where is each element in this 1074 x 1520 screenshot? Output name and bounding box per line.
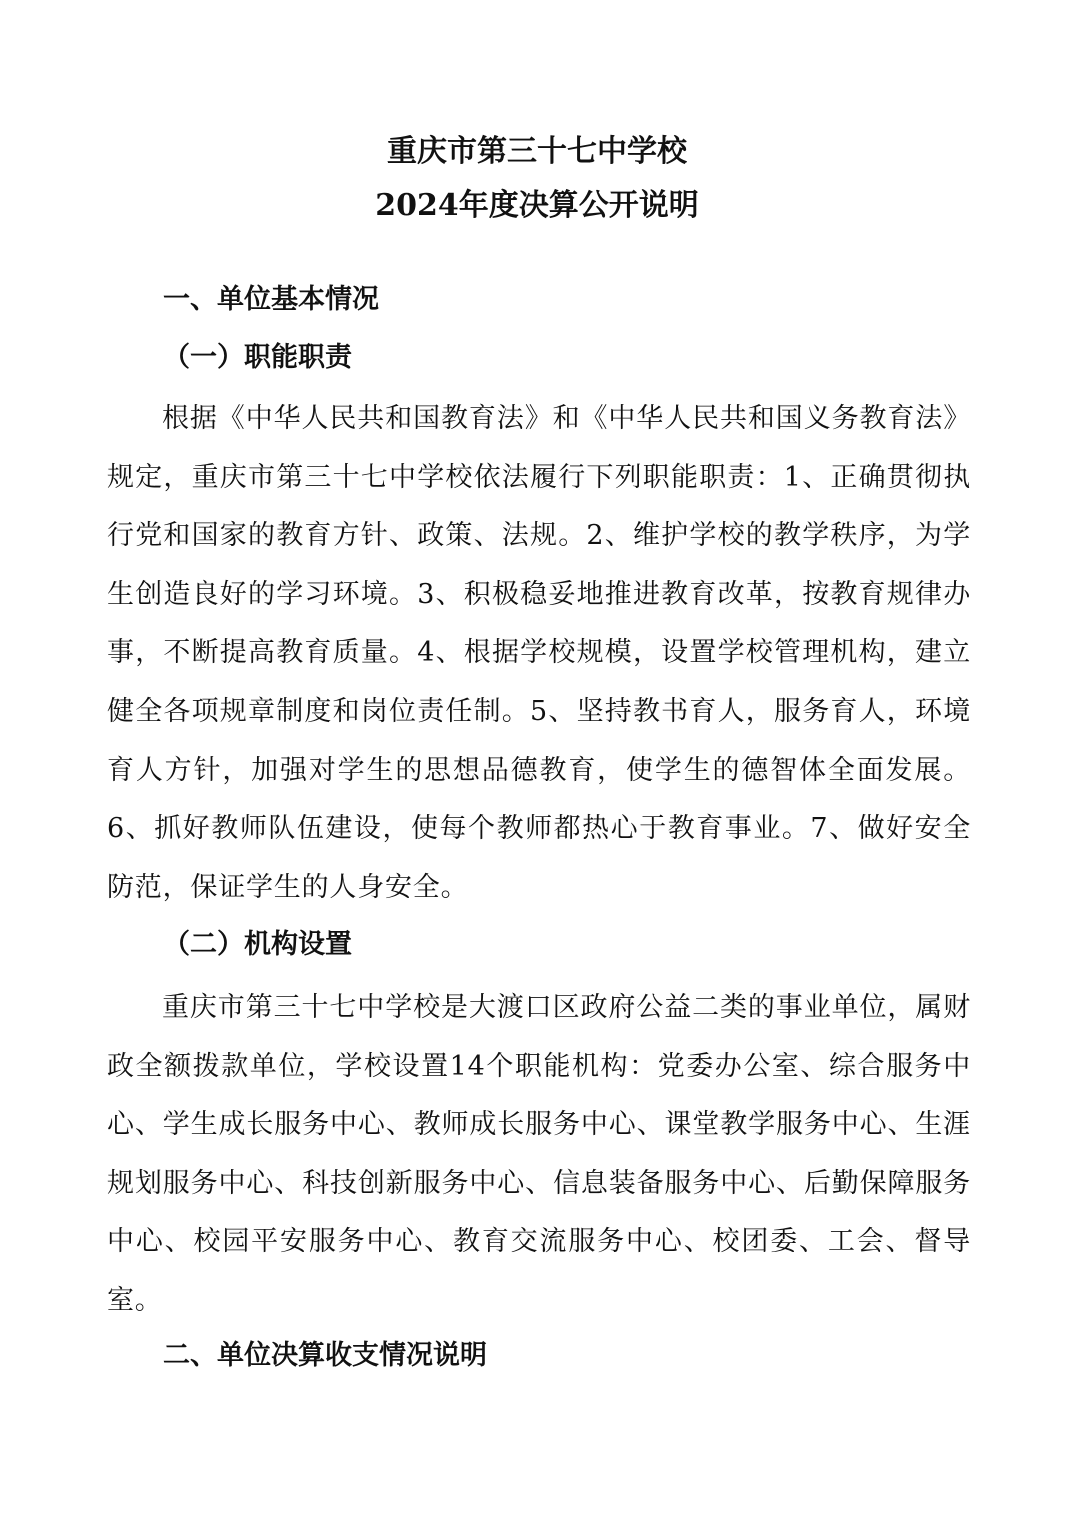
document-title-line2: 2024年度决算公开说明 [375,188,699,223]
subsection1-body: 根据《中华人民共和国教育法》和《中华人民共和国义务教育法》规定，重庆市第三十七中学校依法履行下列职能职责：1、正确贯彻执行党和国家的教育方针、政策、法规。2、维护学校的教学秩序，为学生创造良好的学习环境。3、积极稳妥地推进教育改革，按教育规律办事，不断提高教育质量。4、根据学校规模，设置学校管理机构，建立健全各项规章制度和岗位责任制。5、坚持教书育人，服务育人，环境育人方针，加强对学生的思想品德教育，使学生的德智体全面发展。6、抓好教师队伍建设，使每个教师都热心于教育事业。7、做好安全防范，保证学生的人身安全。 [107,403,971,903]
section2-heading: 二、单位决算收支情况说明 [163,1340,487,1371]
subsection1-heading: （一）职能职责 [163,342,352,373]
subsection2-body: 重庆市第三十七中学校是大渡口区政府公益二类的事业单位，属财政全额拨款单位，学校设置14个职能机构：党委办公室、综合服务中心、学生成长服务中心、教师成长服务中心、课堂教学服务中心、生涯规划服务中心、科技创新服务中心、信息装备服务中心、后勤保障服务中心、校园平安服务中心、教育交流服务中心、校团委、工会、督导室。 [107,992,971,1316]
document-title-line1: 重庆市第三十七中学校 [387,134,687,169]
section1-heading: 一、单位基本情况 [163,284,379,315]
subsection2-heading: （二）机构设置 [163,929,352,960]
